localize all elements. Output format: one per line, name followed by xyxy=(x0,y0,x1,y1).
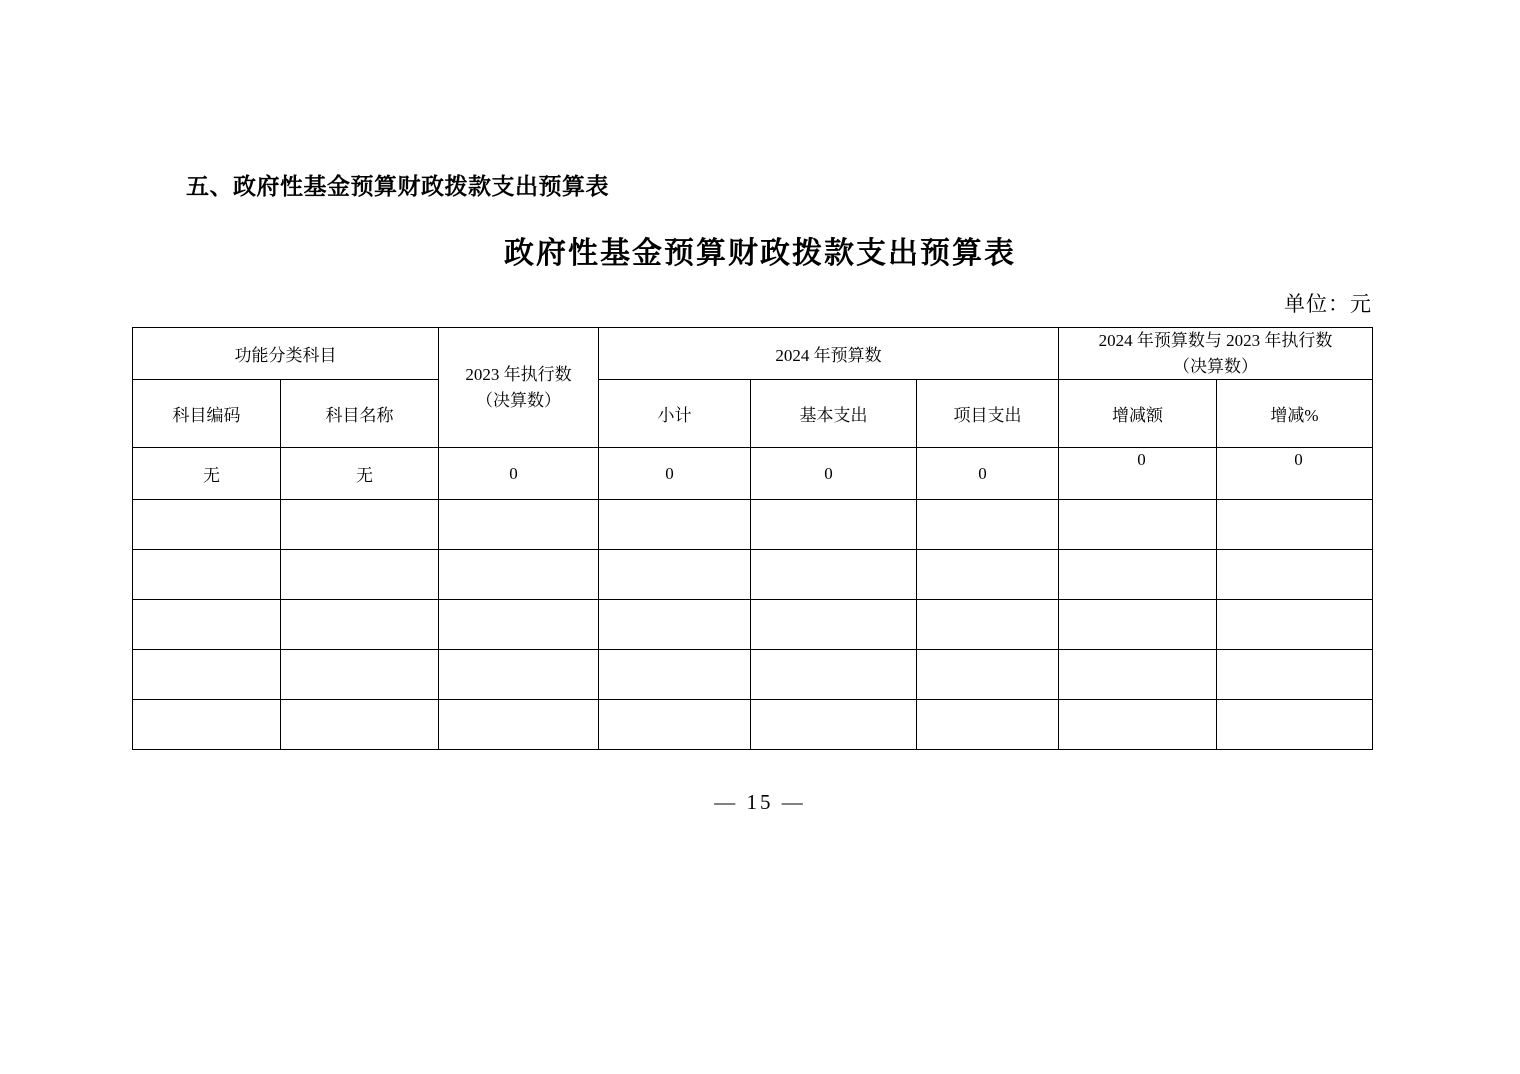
cell-2023-exec xyxy=(439,650,599,700)
cell-subtotal xyxy=(599,550,751,600)
cell-project-expenditure xyxy=(917,500,1059,550)
cell-change-amount xyxy=(1059,500,1217,550)
header-2023-exec xyxy=(439,328,599,448)
cell-project-expenditure xyxy=(917,550,1059,600)
cell-subtotal xyxy=(599,700,751,750)
cell-2023-exec xyxy=(439,600,599,650)
cell-basic-expenditure xyxy=(751,500,917,550)
header-subject-code: 科目编码 xyxy=(133,380,281,448)
cell-subject-code xyxy=(133,600,281,650)
table-header-row-1 xyxy=(133,328,1373,380)
cell-change-percent xyxy=(1217,650,1373,700)
header-2023-exec-line1: 2023 年执行数 xyxy=(465,365,572,384)
cell-2023-exec xyxy=(439,550,599,600)
header-change-amount: 增减额 xyxy=(1059,380,1217,448)
cell-basic-expenditure: 0 xyxy=(751,448,917,500)
cell-change-percent: 0 xyxy=(1217,448,1373,500)
cell-2023-exec xyxy=(439,500,599,550)
cell-subject-code xyxy=(133,650,281,700)
page-title: 政府性基金预算财政拨款支出预算表 xyxy=(504,237,1016,270)
unit-label: 单位：元 xyxy=(1284,292,1372,316)
cell-subject-code xyxy=(133,550,281,600)
cell-subtotal xyxy=(599,500,751,550)
cell-project-expenditure: 0 xyxy=(917,448,1059,500)
cell-subject-name xyxy=(281,550,439,600)
cell-change-amount xyxy=(1059,650,1217,700)
cell-subtotal: 0 xyxy=(599,448,751,500)
cell-2023-exec: 0 xyxy=(439,448,599,500)
header-2023-exec-line2: （决算数） xyxy=(476,390,561,410)
cell-subtotal xyxy=(599,650,751,700)
header-2024-budget: 2024 年预算数 xyxy=(599,328,1059,380)
cell-basic-expenditure xyxy=(751,550,917,600)
cell-change-percent xyxy=(1217,700,1373,750)
page-number: — 15 — xyxy=(714,790,806,814)
header-function-class: 功能分类科目 xyxy=(133,328,439,380)
header-compare xyxy=(1059,328,1373,380)
table-row xyxy=(133,650,1373,700)
cell-subject-name xyxy=(281,600,439,650)
section-heading: 五、政府性基金预算财政拨款支出预算表 xyxy=(186,173,609,199)
header-change-percent: 增减% xyxy=(1217,380,1373,448)
cell-change-amount xyxy=(1059,700,1217,750)
header-project-expenditure: 项目支出 xyxy=(917,380,1059,448)
cell-basic-expenditure xyxy=(751,600,917,650)
cell-basic-expenditure xyxy=(751,700,917,750)
header-subject-name: 科目名称 xyxy=(281,380,439,448)
table-row xyxy=(133,700,1373,750)
budget-table xyxy=(132,327,1373,750)
table-row xyxy=(133,550,1373,600)
cell-subject-code: 无 xyxy=(133,448,281,500)
table-row xyxy=(133,448,1373,500)
cell-change-amount xyxy=(1059,550,1217,600)
cell-subject-name: 无 xyxy=(281,448,439,500)
cell-subject-name xyxy=(281,500,439,550)
cell-project-expenditure xyxy=(917,600,1059,650)
cell-subject-code xyxy=(133,500,281,550)
header-compare-line1: 2024 年预算数与 2023 年执行数 xyxy=(1098,331,1333,350)
table-row xyxy=(133,600,1373,650)
header-compare-line2: （决算数） xyxy=(1173,356,1258,376)
cell-change-percent xyxy=(1217,550,1373,600)
cell-project-expenditure xyxy=(917,650,1059,700)
cell-change-percent xyxy=(1217,600,1373,650)
header-basic-expenditure: 基本支出 xyxy=(751,380,917,448)
cell-change-percent xyxy=(1217,500,1373,550)
cell-2023-exec xyxy=(439,700,599,750)
cell-subtotal xyxy=(599,600,751,650)
table-header-row-2 xyxy=(133,380,1373,448)
cell-subject-name xyxy=(281,700,439,750)
cell-basic-expenditure xyxy=(751,650,917,700)
cell-change-amount: 0 xyxy=(1059,448,1217,500)
cell-subject-code xyxy=(133,700,281,750)
header-subtotal: 小计 xyxy=(599,380,751,448)
cell-subject-name xyxy=(281,650,439,700)
cell-project-expenditure xyxy=(917,700,1059,750)
table-row xyxy=(133,500,1373,550)
cell-change-amount xyxy=(1059,600,1217,650)
